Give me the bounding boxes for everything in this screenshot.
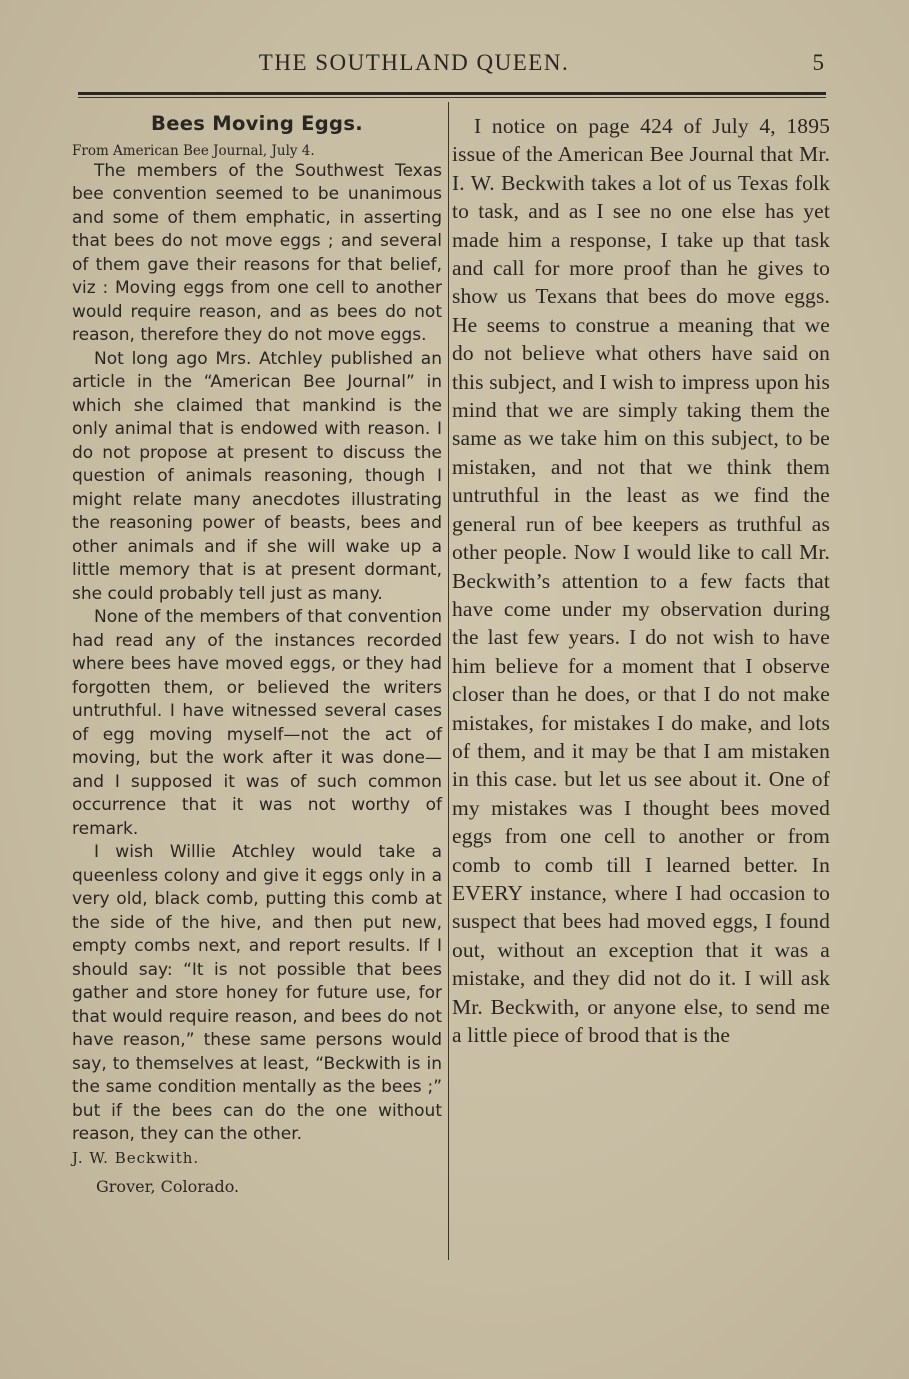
right-paragraph-1: I notice on page 424 of July 4, 1895 issue of the American Bee Journal that Mr. I. W. Beckwith takes a lot of us Texas folk to task, and as I see no one else has yet made him a response, I take up that task and call for more proof than he gives to show us Texans that bees do move eggs. He seems to construe a meaning that we do not believe what others have said on this subject, and I wish to impress upon his mind that we are simply taking them the same as we take him on this subject, to be mistaken, and not that we think them untruthful in the least as we find the general run of bee keepers as truthful as other people. Now I would like to call Mr. Beckwith’s attention to a few facts that have come under my observation during the last few years. I do not wish to have him believe for a moment that I observe closer than he does, or that I do not make mistakes, for mistakes I do make, and lots of them, and it may be that I am mistaken in this case. but let us see about it. One of my mistakes was I thought bees moved eggs from one cell to another or from comb to comb till I learned better. In EVERY instance, where I had occasion to suspect that bees had moved eggs, I found out, without an exception that it was a mistake, and they did not do it. I will ask Mr. Beckwith, or anyone else, to send me a little piece of brood that is the	[452, 114, 830, 1047]
left-paragraph-1: The members of the Southwest Texas bee convention seemed to be unanimous and some of them emphatic, in asserting that bees do not move eggs ; and several of them gave their reasons for that belief, viz : Moving eggs from one cell to another would require reason, and as bees do not reason, therefore they do not move eggs.	[72, 160, 442, 345]
source-line: From American Bee Journal, July 4.	[72, 142, 315, 159]
header-rule-thin	[78, 97, 826, 98]
page-number: 5	[812, 50, 824, 75]
dateline: Grover, Colorado.	[96, 1176, 240, 1196]
right-column	[452, 112, 830, 1049]
running-head	[74, 50, 832, 80]
column-divider	[448, 102, 449, 1260]
left-column	[72, 112, 442, 1198]
signature: J. W. Beckwith.	[72, 1148, 200, 1167]
header-rule-thick	[78, 92, 826, 95]
journal-title: THE SOUTHLAND QUEEN.	[258, 50, 570, 75]
left-paragraph-2: Not long ago Mrs. Atchley published an article in the “American Bee Journal” in which she claimed that mankind is the only animal that is endowed with reason. I do not propose at present to discuss the question of animals reasoning, though I might relate many anecdotes illustrating the reasoning power of beasts, bees and other animals and if she will wake up a little memory that is at present dormant, she could probably tell just as many.	[72, 348, 442, 604]
left-paragraph-4: I wish Willie Atchley would take a queenless colony and give it eggs only in a very old, black comb, putting this comb at the side of the hive, and then put new, empty combs next, and report results. If I should say: “It is not possible that bees gather and store honey for future use, for that would require reason, and bees do not have reason,” these same persons would say, to themselves at least, “Beckwith is in the same condition mentally as the bees ;” but if the bees can do the one without reason, they can the other.	[72, 842, 442, 1144]
left-paragraph-3: None of the members of that convention had read any of the instances recorded where bees have moved eggs, or they had forgotten them, or believed the writers untruthful. I have witnessed several cases of egg moving myself—not the act of moving, but the work after it was done—and I supposed it was of such common occurrence that it was not worthy of remark.	[72, 607, 442, 839]
article-title: Bees Moving Eggs.	[151, 112, 363, 135]
